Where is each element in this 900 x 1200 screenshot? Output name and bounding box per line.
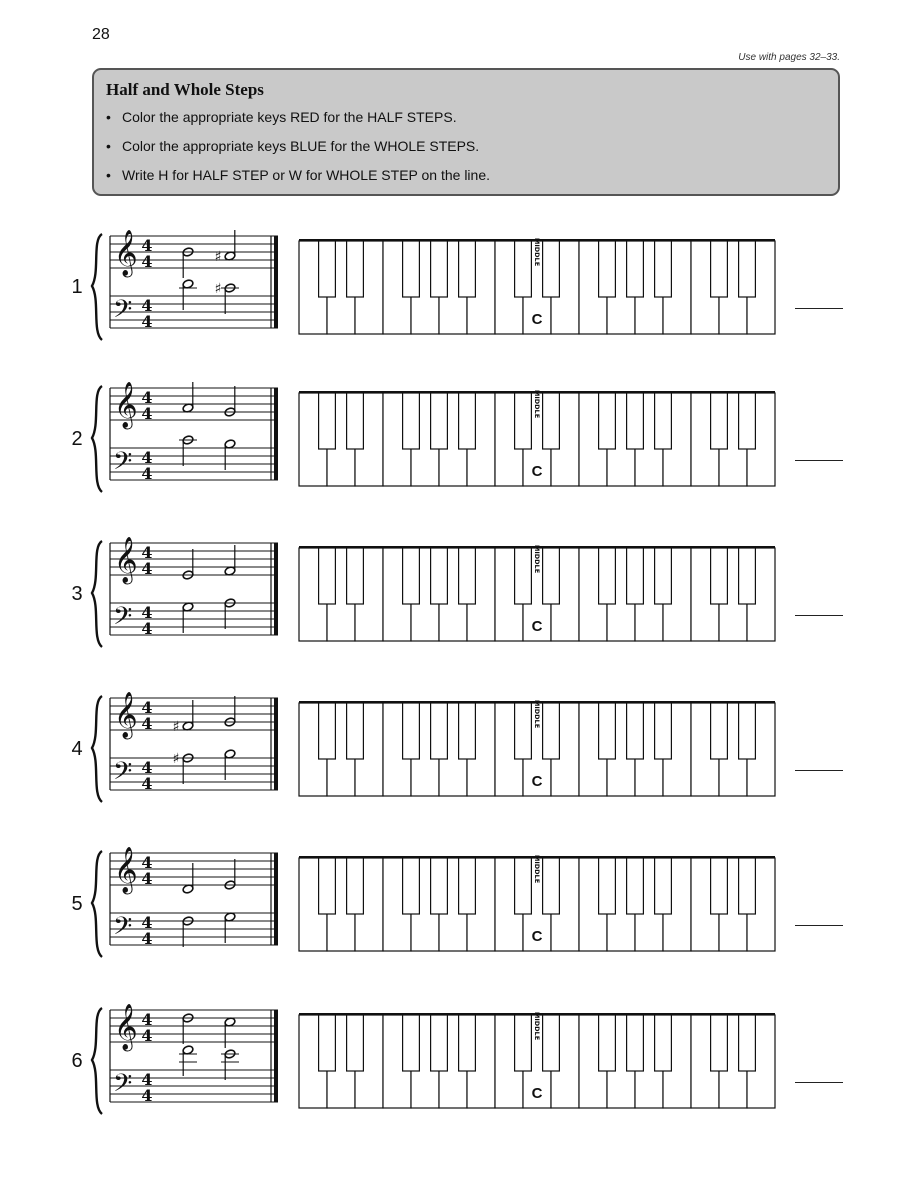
time-signature-top: 4 bbox=[141, 1010, 153, 1029]
bullet-icon: • bbox=[106, 109, 111, 125]
black-key bbox=[543, 548, 560, 604]
black-key bbox=[403, 548, 420, 604]
instructions-list bbox=[106, 110, 824, 183]
black-key bbox=[739, 1015, 756, 1071]
time-signature-top: 4 bbox=[141, 758, 153, 777]
black-key bbox=[599, 1015, 616, 1071]
black-key bbox=[319, 858, 336, 914]
exercise-row bbox=[60, 690, 880, 810]
black-key bbox=[543, 393, 560, 449]
instructions-panel bbox=[92, 68, 840, 196]
piano-keyboard bbox=[298, 1012, 778, 1112]
piano-keyboard bbox=[298, 545, 778, 645]
answer-line[interactable] bbox=[795, 460, 843, 461]
middle-c-label: C bbox=[531, 1085, 543, 1102]
exercise-row bbox=[60, 1002, 880, 1122]
time-signature-top: 4 bbox=[141, 1070, 153, 1089]
black-key bbox=[431, 1015, 448, 1071]
exercise-row bbox=[60, 228, 880, 348]
answer-line[interactable] bbox=[795, 615, 843, 616]
piano-keyboard bbox=[298, 238, 778, 338]
final-barline bbox=[274, 388, 278, 480]
black-key bbox=[543, 241, 560, 297]
black-key bbox=[543, 1015, 560, 1071]
black-key bbox=[711, 241, 728, 297]
bass-clef-icon: 𝄢 bbox=[113, 295, 133, 330]
time-signature-bottom: 4 bbox=[141, 929, 153, 948]
black-key bbox=[711, 1015, 728, 1071]
black-key bbox=[739, 241, 756, 297]
black-key bbox=[459, 393, 476, 449]
bullet-icon: • bbox=[106, 167, 111, 183]
black-key bbox=[739, 858, 756, 914]
black-key bbox=[515, 703, 532, 759]
exercise-row bbox=[60, 845, 880, 965]
grand-staff bbox=[88, 1002, 288, 1122]
time-signature-top: 4 bbox=[141, 388, 153, 407]
black-key bbox=[319, 1015, 336, 1071]
brace-icon bbox=[92, 386, 102, 492]
time-signature-bottom: 4 bbox=[141, 464, 153, 483]
exercise-number: 5 bbox=[71, 893, 83, 915]
final-barline bbox=[274, 1010, 278, 1102]
black-key bbox=[431, 703, 448, 759]
middle-c-vertical-label: MIDDLE bbox=[533, 545, 541, 574]
piano-keyboard bbox=[298, 855, 778, 955]
time-signature-top: 4 bbox=[141, 296, 153, 315]
exercise-number: 4 bbox=[71, 738, 83, 760]
middle-c-label: C bbox=[531, 311, 543, 328]
piano-keyboard bbox=[298, 390, 778, 490]
black-key bbox=[347, 1015, 364, 1071]
black-key bbox=[403, 393, 420, 449]
black-key bbox=[543, 858, 560, 914]
black-key bbox=[347, 858, 364, 914]
time-signature-bottom: 4 bbox=[141, 774, 153, 793]
black-key bbox=[403, 858, 420, 914]
exercise-number: 1 bbox=[71, 276, 83, 298]
black-key bbox=[515, 858, 532, 914]
middle-c-vertical-label: MIDDLE bbox=[533, 238, 541, 267]
black-key bbox=[515, 241, 532, 297]
black-key bbox=[655, 1015, 672, 1071]
bass-clef-icon: 𝄢 bbox=[113, 447, 133, 482]
piano-keyboard bbox=[298, 700, 778, 800]
sharp-icon: ♯ bbox=[172, 719, 180, 735]
black-key bbox=[431, 858, 448, 914]
exercise-row bbox=[60, 380, 880, 500]
black-key bbox=[459, 241, 476, 297]
middle-c-vertical-label: MIDDLE bbox=[533, 390, 541, 419]
grand-staff bbox=[88, 535, 288, 655]
brace-icon bbox=[92, 234, 102, 340]
black-key bbox=[459, 1015, 476, 1071]
black-key bbox=[347, 703, 364, 759]
time-signature-top: 4 bbox=[141, 236, 153, 255]
middle-c-vertical-label: MIDDLE bbox=[533, 1012, 541, 1041]
time-signature-top: 4 bbox=[141, 448, 153, 467]
black-key bbox=[459, 703, 476, 759]
black-key bbox=[403, 1015, 420, 1071]
final-barline bbox=[274, 853, 278, 945]
brace-icon bbox=[92, 851, 102, 957]
brace-icon bbox=[92, 1008, 102, 1114]
instruction-text: Write H for HALF STEP or W for WHOLE STEP on the line. bbox=[122, 167, 490, 183]
black-key bbox=[347, 548, 364, 604]
black-key bbox=[627, 241, 644, 297]
final-barline bbox=[274, 543, 278, 635]
black-key bbox=[347, 393, 364, 449]
black-key bbox=[319, 241, 336, 297]
exercise-number: 2 bbox=[71, 428, 83, 450]
time-signature-top: 4 bbox=[141, 603, 153, 622]
exercise-row bbox=[60, 535, 880, 655]
treble-clef-icon: 𝄞 bbox=[114, 382, 138, 428]
time-signature-bottom: 4 bbox=[141, 619, 153, 638]
answer-line[interactable] bbox=[795, 1082, 843, 1083]
time-signature-top: 4 bbox=[141, 698, 153, 717]
middle-c-vertical-label: MIDDLE bbox=[533, 700, 541, 729]
black-key bbox=[739, 548, 756, 604]
final-barline bbox=[274, 698, 278, 790]
middle-c-label: C bbox=[531, 618, 543, 635]
grand-staff bbox=[88, 380, 288, 500]
bass-clef-icon: 𝄢 bbox=[113, 1069, 133, 1104]
black-key bbox=[403, 703, 420, 759]
instruction-text: Color the appropriate keys RED for the HALF STEPS. bbox=[122, 109, 457, 125]
black-key bbox=[319, 703, 336, 759]
time-signature-bottom: 4 bbox=[141, 312, 153, 331]
black-key bbox=[655, 858, 672, 914]
time-signature-bottom: 4 bbox=[141, 1026, 153, 1045]
bass-clef-icon: 𝄢 bbox=[113, 757, 133, 792]
treble-clef-icon: 𝄞 bbox=[114, 692, 138, 738]
instruction-item bbox=[106, 168, 824, 183]
black-key bbox=[711, 703, 728, 759]
grand-staff bbox=[88, 690, 288, 810]
time-signature-top: 4 bbox=[141, 913, 153, 932]
instruction-item bbox=[106, 110, 824, 125]
black-key bbox=[627, 548, 644, 604]
black-key bbox=[655, 393, 672, 449]
black-key bbox=[627, 858, 644, 914]
black-key bbox=[599, 703, 616, 759]
sharp-icon: ♯ bbox=[214, 281, 222, 297]
time-signature-top: 4 bbox=[141, 853, 153, 872]
time-signature-top: 4 bbox=[141, 543, 153, 562]
middle-c-label: C bbox=[531, 773, 543, 790]
exercise-number: 3 bbox=[71, 583, 83, 605]
black-key bbox=[431, 393, 448, 449]
sharp-icon: ♯ bbox=[214, 249, 222, 265]
exercise-number: 6 bbox=[71, 1050, 83, 1072]
black-key bbox=[711, 858, 728, 914]
black-key bbox=[655, 548, 672, 604]
middle-c-vertical-label: MIDDLE bbox=[533, 855, 541, 884]
black-key bbox=[599, 393, 616, 449]
time-signature-bottom: 4 bbox=[141, 714, 153, 733]
middle-c-label: C bbox=[531, 928, 543, 945]
black-key bbox=[627, 393, 644, 449]
black-key bbox=[319, 393, 336, 449]
time-signature-bottom: 4 bbox=[141, 252, 153, 271]
black-key bbox=[347, 241, 364, 297]
treble-clef-icon: 𝄞 bbox=[114, 1004, 138, 1050]
black-key bbox=[627, 703, 644, 759]
black-key bbox=[459, 858, 476, 914]
treble-clef-icon: 𝄞 bbox=[114, 537, 138, 583]
grand-staff bbox=[88, 845, 288, 965]
instruction-item bbox=[106, 139, 824, 154]
black-key bbox=[403, 241, 420, 297]
time-signature-bottom: 4 bbox=[141, 559, 153, 578]
time-signature-bottom: 4 bbox=[141, 1086, 153, 1105]
brace-icon bbox=[92, 541, 102, 647]
bullet-icon: • bbox=[106, 138, 111, 154]
black-key bbox=[459, 548, 476, 604]
time-signature-bottom: 4 bbox=[141, 869, 153, 888]
bass-clef-icon: 𝄢 bbox=[113, 602, 133, 637]
grand-staff bbox=[88, 228, 288, 348]
answer-line[interactable] bbox=[795, 770, 843, 771]
treble-clef-icon: 𝄞 bbox=[114, 230, 138, 276]
black-key bbox=[543, 703, 560, 759]
black-key bbox=[599, 548, 616, 604]
black-key bbox=[655, 703, 672, 759]
black-key bbox=[739, 703, 756, 759]
black-key bbox=[711, 393, 728, 449]
instruction-text: Color the appropriate keys BLUE for the WHOLE STEPS. bbox=[122, 138, 480, 154]
black-key bbox=[711, 548, 728, 604]
treble-clef-icon: 𝄞 bbox=[114, 847, 138, 893]
black-key bbox=[599, 858, 616, 914]
black-key bbox=[515, 548, 532, 604]
time-signature-bottom: 4 bbox=[141, 404, 153, 423]
black-key bbox=[739, 393, 756, 449]
middle-c-label: C bbox=[531, 463, 543, 480]
black-key bbox=[431, 241, 448, 297]
answer-line[interactable] bbox=[795, 308, 843, 309]
black-key bbox=[319, 548, 336, 604]
final-barline bbox=[274, 236, 278, 328]
brace-icon bbox=[92, 696, 102, 802]
bass-clef-icon: 𝄢 bbox=[113, 912, 133, 947]
black-key bbox=[431, 548, 448, 604]
black-key bbox=[627, 1015, 644, 1071]
answer-line[interactable] bbox=[795, 925, 843, 926]
black-key bbox=[655, 241, 672, 297]
instructions-title: Half and Whole Steps bbox=[106, 80, 264, 99]
black-key bbox=[515, 1015, 532, 1071]
black-key bbox=[515, 393, 532, 449]
sharp-icon: ♯ bbox=[172, 751, 180, 767]
page-reference: Use with pages 32–33. bbox=[738, 52, 840, 63]
page-number: 28 bbox=[92, 26, 110, 43]
black-key bbox=[599, 241, 616, 297]
